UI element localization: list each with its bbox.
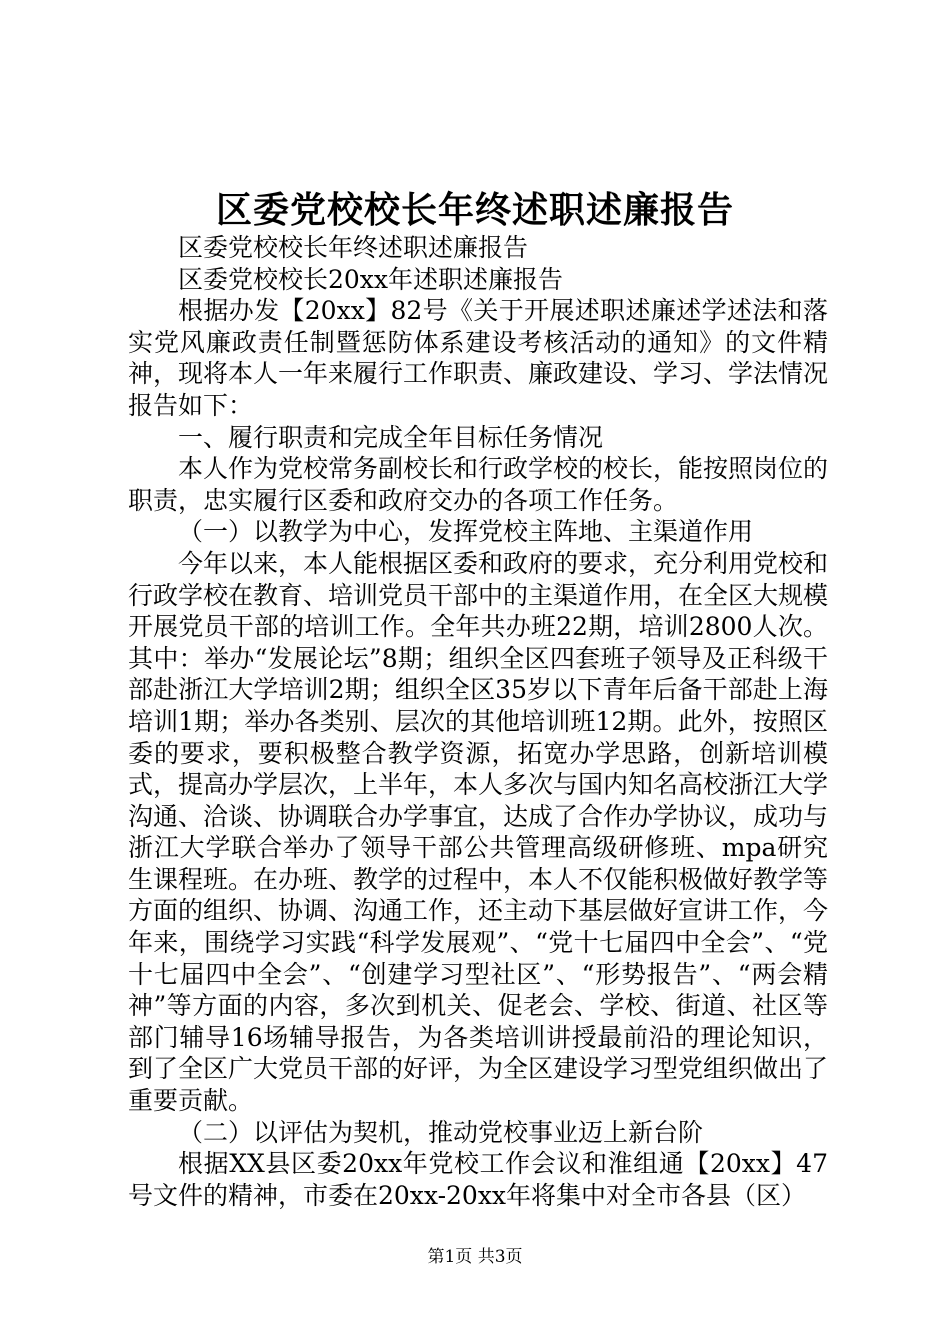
body-paragraph: 本人作为党校常务副校长和行政学校的校长，能按照岗位的职责，忠实履行区委和政府交办的各项工作任务。 <box>128 454 829 515</box>
subsection-heading-1: （一）以教学为中心，发挥党校主阵地、主渠道作用 <box>178 517 754 547</box>
document-body <box>128 232 828 1211</box>
body-paragraph: 根据XX县区委20xx年党校工作会议和淮组通【20xx】47号文件的精神，市委在20xx-20xx年将集中对全市各县（区） <box>128 1149 828 1210</box>
document-title: 区委党校校长年终述职述廉报告 <box>215 189 734 231</box>
report-title-paragraph: 区委党校校长20xx年述职述廉报告 <box>178 264 564 294</box>
subtitle-paragraph: 区委党校校长年终述职述廉报告 <box>178 233 529 262</box>
body-paragraph: 今年以来，本人能根据区委和政府的要求，充分利用党校和行政学校在教育、培训党员干部中的主渠道作用，在全区大规模开展党员干部的培训工作。全年共办班22期，培训2800人次。其中：举办“发展论坛”8期；组织全区四套班子领导及正科级干部赴浙江大学培训2期；组织全区35岁以下青年后备干部赴上海培训1期；举办各类别、层次的其他培训班12期。此外，按照区委的要求，要积极整合教学资源，拓宽办学思路，创新培训模式，提高办学层次，上半年，本人多次与国内知名高校浙江大学沟通、洽谈、协调联合办学事宜，达成了合作办学协议，成功与浙江大学联合举办了领导干部公共管理高级研修班、mpa研究生课程班。在办班、教学的过程中，本人不仅能积极做好教学等方面的组织、协调、沟通工作，还主动下基层做好宣讲工作，今年来，围绕学习实践“科学发展观”、“党十七届四中全会”、“党十七届四中全会”、“创建学习型社区”、“形势报告”、“两会精神”等方面的内容，多次到机关、促老会、学校、街道、社区等部门辅导16场辅导报告，为各类培训讲授最前沿的理论知识，到了全区广大党员干部的好评，为全区建设学习型党组织做出了重要贡献。 <box>128 548 829 1116</box>
page-number-footer: 第1页 共3页 <box>427 1247 523 1267</box>
intro-paragraph: 根据办发【20xx】82号《关于开展述职述廉述学述法和落实党风廉政责任制暨惩防体系建设考核活动的通知》的文件精神，现将本人一年来履行工作职责、廉政建设、学习、学法情况报告如下： <box>128 296 829 420</box>
subsection-heading-2: （二）以评估为契机，推动党校事业迈上新台阶 <box>178 1117 704 1147</box>
section-heading-1: 一、履行职责和完成全年目标任务情况 <box>178 422 604 452</box>
